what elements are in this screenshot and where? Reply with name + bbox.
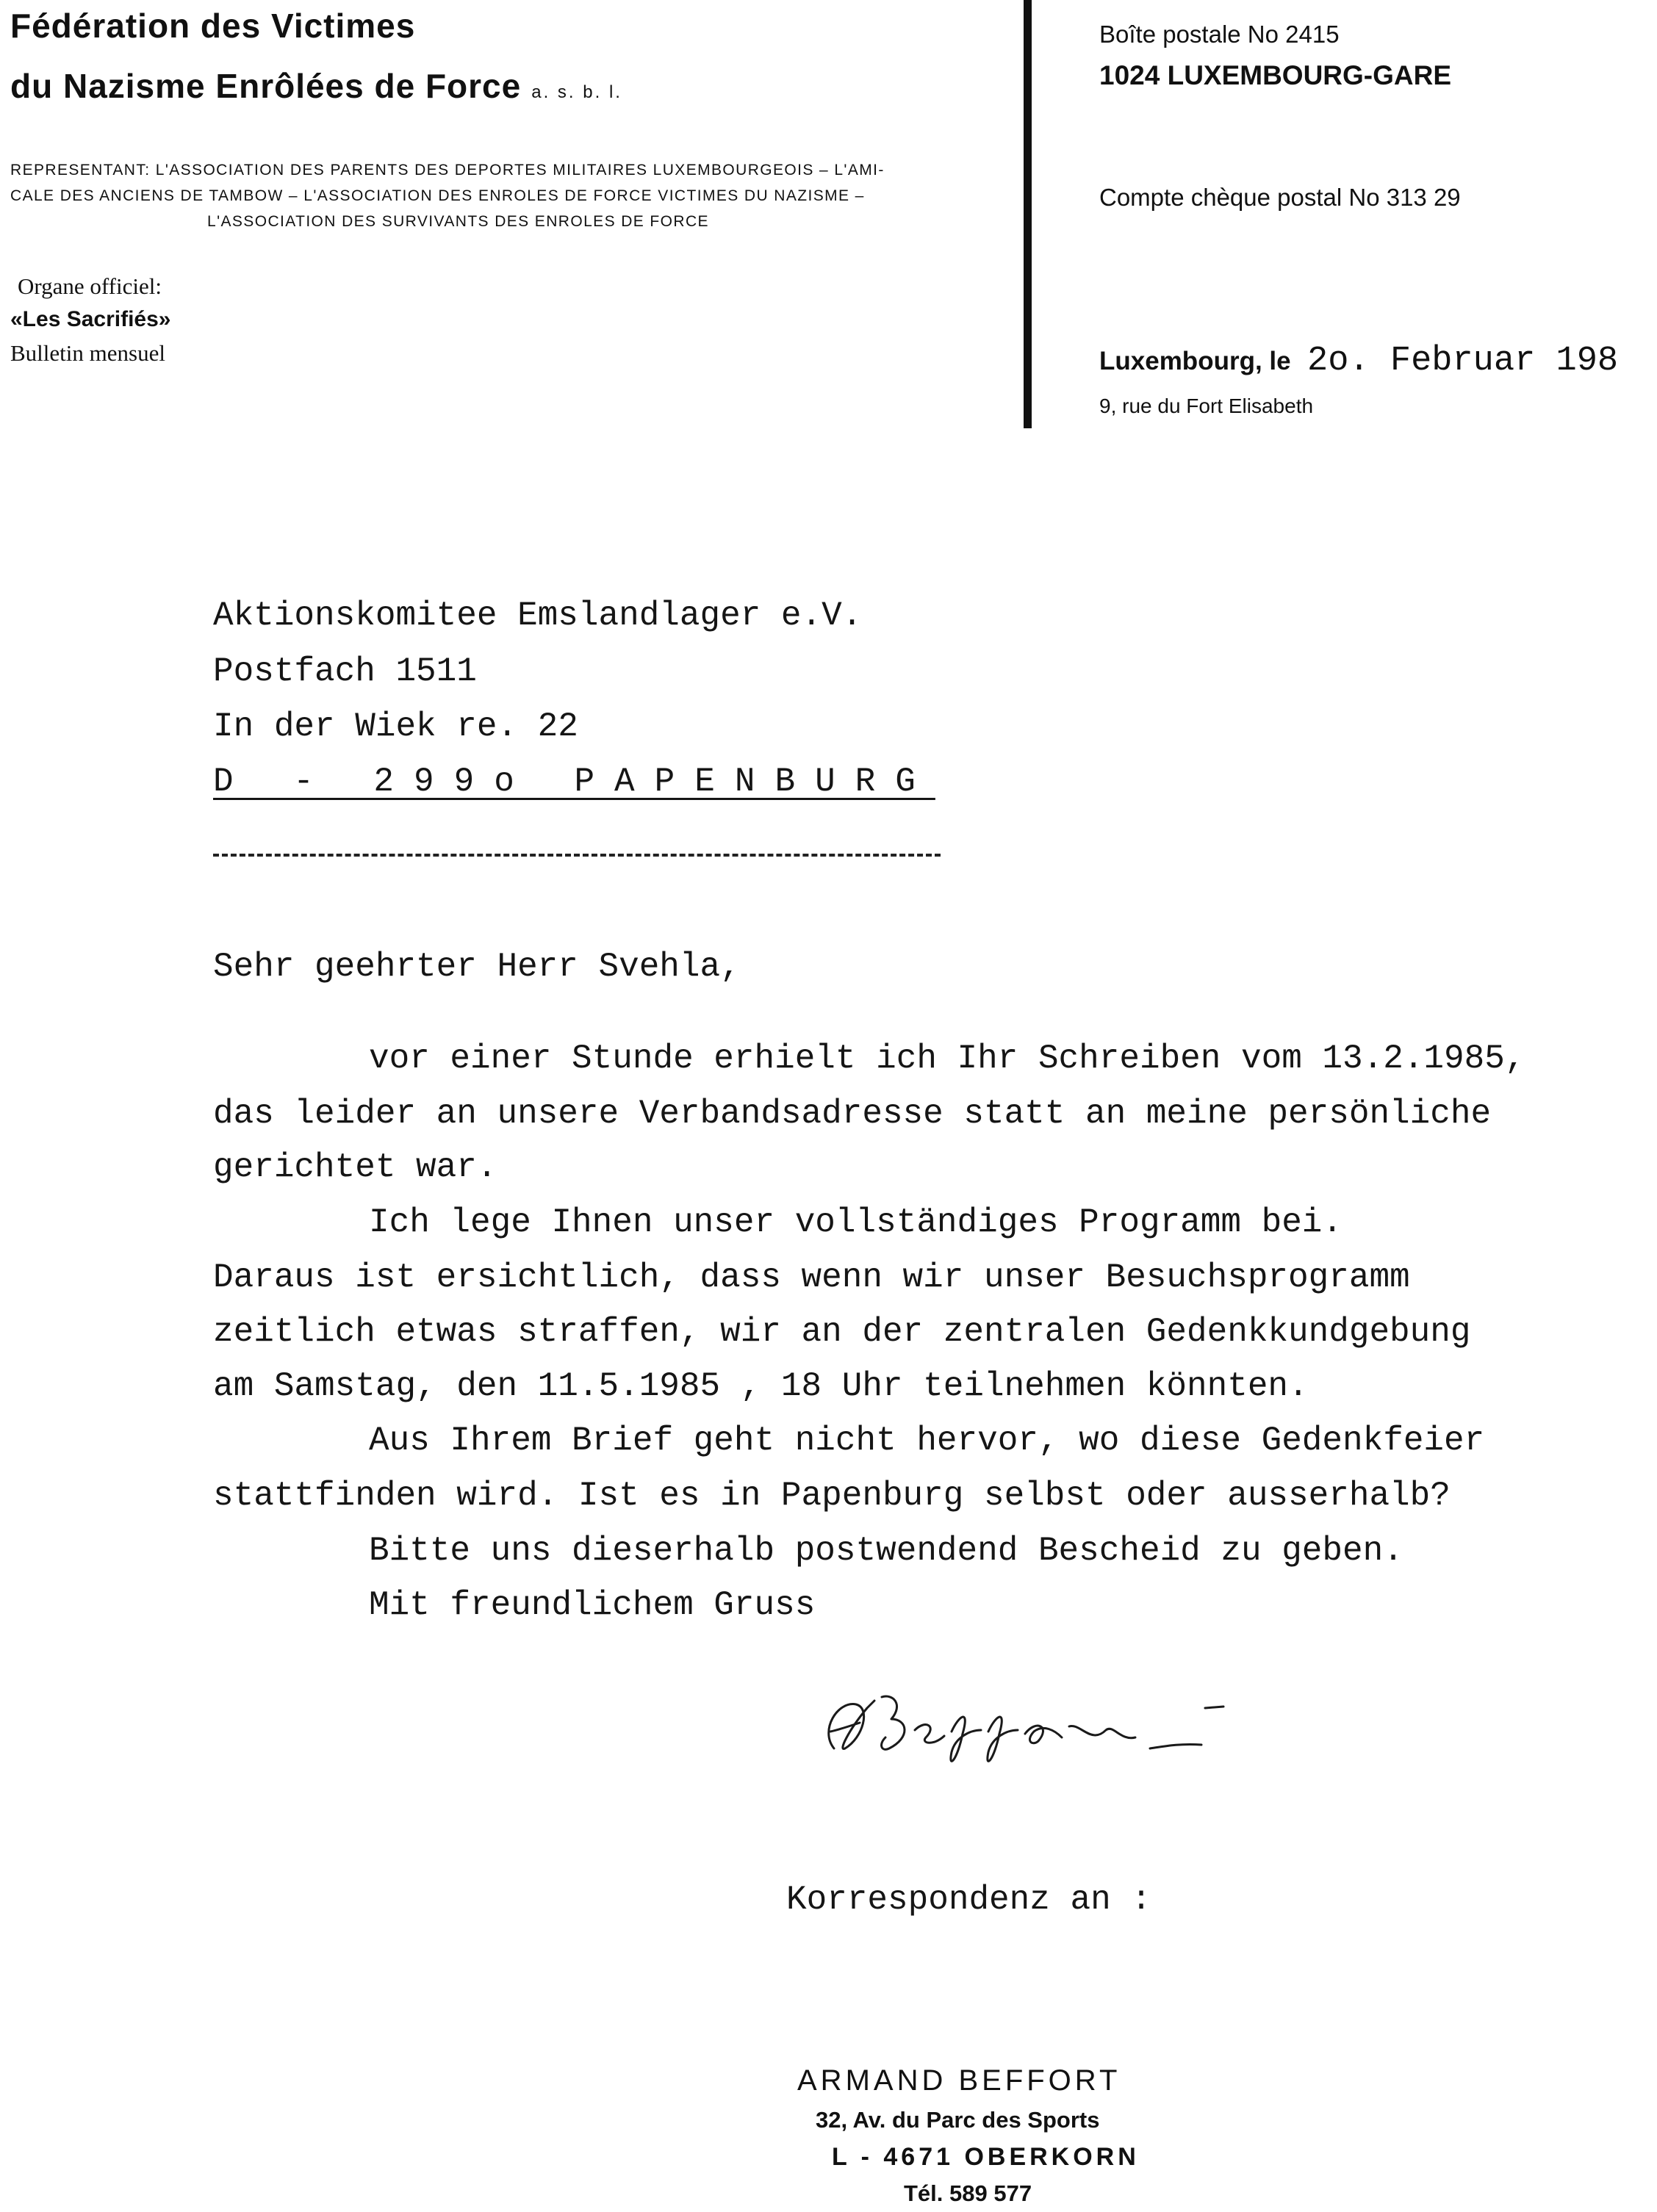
handwritten-signature — [805, 1679, 1246, 1782]
sender-street: 32, Av. du Parc des Sports — [816, 2107, 1100, 2133]
postal-account: Compte chèque postal No 313 29 — [1099, 184, 1461, 211]
body-line-4: Ich lege Ihnen unser vollständiges Programm bei. — [369, 1203, 1343, 1242]
body-line-2: das leider an unsere Verbandsadresse statt an meine persönliche — [213, 1095, 1492, 1133]
organ-name: «Les Sacrifiés» — [10, 307, 171, 331]
asbl-label: a. s. b. l. — [531, 82, 622, 102]
closing: Mit freundlichem Gruss — [369, 1586, 816, 1624]
org-name-line1: Fédération des Victimes — [10, 7, 416, 45]
organ-label: Organe officiel: — [18, 273, 162, 299]
salutation: Sehr geehrter Herr Svehla, — [213, 948, 741, 986]
po-box: Boîte postale No 2415 — [1099, 21, 1340, 48]
org-name-line2-text: du Nazisme Enrôlées de Force — [10, 67, 522, 105]
body-line-1: vor einer Stunde erhielt ich Ihr Schreiben vom 13.2.1985, — [369, 1040, 1525, 1078]
body-line-5: Daraus ist ersichtlich, dass wenn wir unser Besuchsprogramm — [213, 1258, 1410, 1297]
letter-date: 2o. Februar 198 — [1307, 342, 1619, 381]
recipient-line1: Aktionskomitee Emslandlager e.V. — [213, 597, 863, 635]
recipient-city: D - 299o PAPENBURG — [213, 763, 935, 801]
recipient-line2: Postfach 1511 — [213, 652, 477, 691]
recipient-line3: In der Wiek re. 22 — [213, 707, 578, 746]
sender-phone: Tél. 589 577 — [904, 2180, 1032, 2206]
place-date — [1099, 342, 1657, 381]
org-name-line2 — [10, 66, 622, 106]
sender-name: ARMAND BEFFORT — [797, 2064, 1121, 2097]
address-dash-rule — [213, 854, 941, 857]
correspondence-label: Korrespondenz an : — [786, 1881, 1151, 1919]
body-line-7: am Samstag, den 11.5.1985 , 18 Uhr teilnehmen könnten. — [213, 1367, 1309, 1405]
representing-line2: CALE DES ANCIENS DE TAMBOW – L'ASSOCIATION DES ENROLES DE FORCE VICTIMES DU NAZISME – — [10, 187, 865, 204]
body-line-8: Aus Ihrem Brief geht nicht hervor, wo diese Gedenkfeier — [369, 1422, 1485, 1460]
representing-line3: L'ASSOCIATION DES SURVIVANTS DES ENROLES DE FORCE — [207, 213, 709, 230]
body-line-10: Bitte uns dieserhalb postwendend Bescheid zu geben. — [369, 1532, 1403, 1570]
po-city: 1024 LUXEMBOURG-GARE — [1099, 60, 1452, 90]
organ-type: Bulletin mensuel — [10, 340, 165, 366]
street-address: 9, rue du Fort Elisabeth — [1099, 395, 1314, 417]
body-line-3: gerichtet war. — [213, 1148, 497, 1186]
body-line-9: stattfinden wird. Ist es in Papenburg selbst oder ausserhalb? — [213, 1477, 1451, 1515]
place-label: Luxembourg, le — [1099, 347, 1291, 375]
representing-line1: REPRESENTANT: L'ASSOCIATION DES PARENTS DES DEPORTES MILITAIRES LUXEMBOURGEOIS – L'AMI- — [10, 162, 885, 179]
letterhead-divider — [1024, 0, 1032, 428]
sender-city: L - 4671 OBERKORN — [832, 2143, 1140, 2171]
body-line-6: zeitlich etwas straffen, wir an der zentralen Gedenkkundgebung — [213, 1313, 1471, 1351]
